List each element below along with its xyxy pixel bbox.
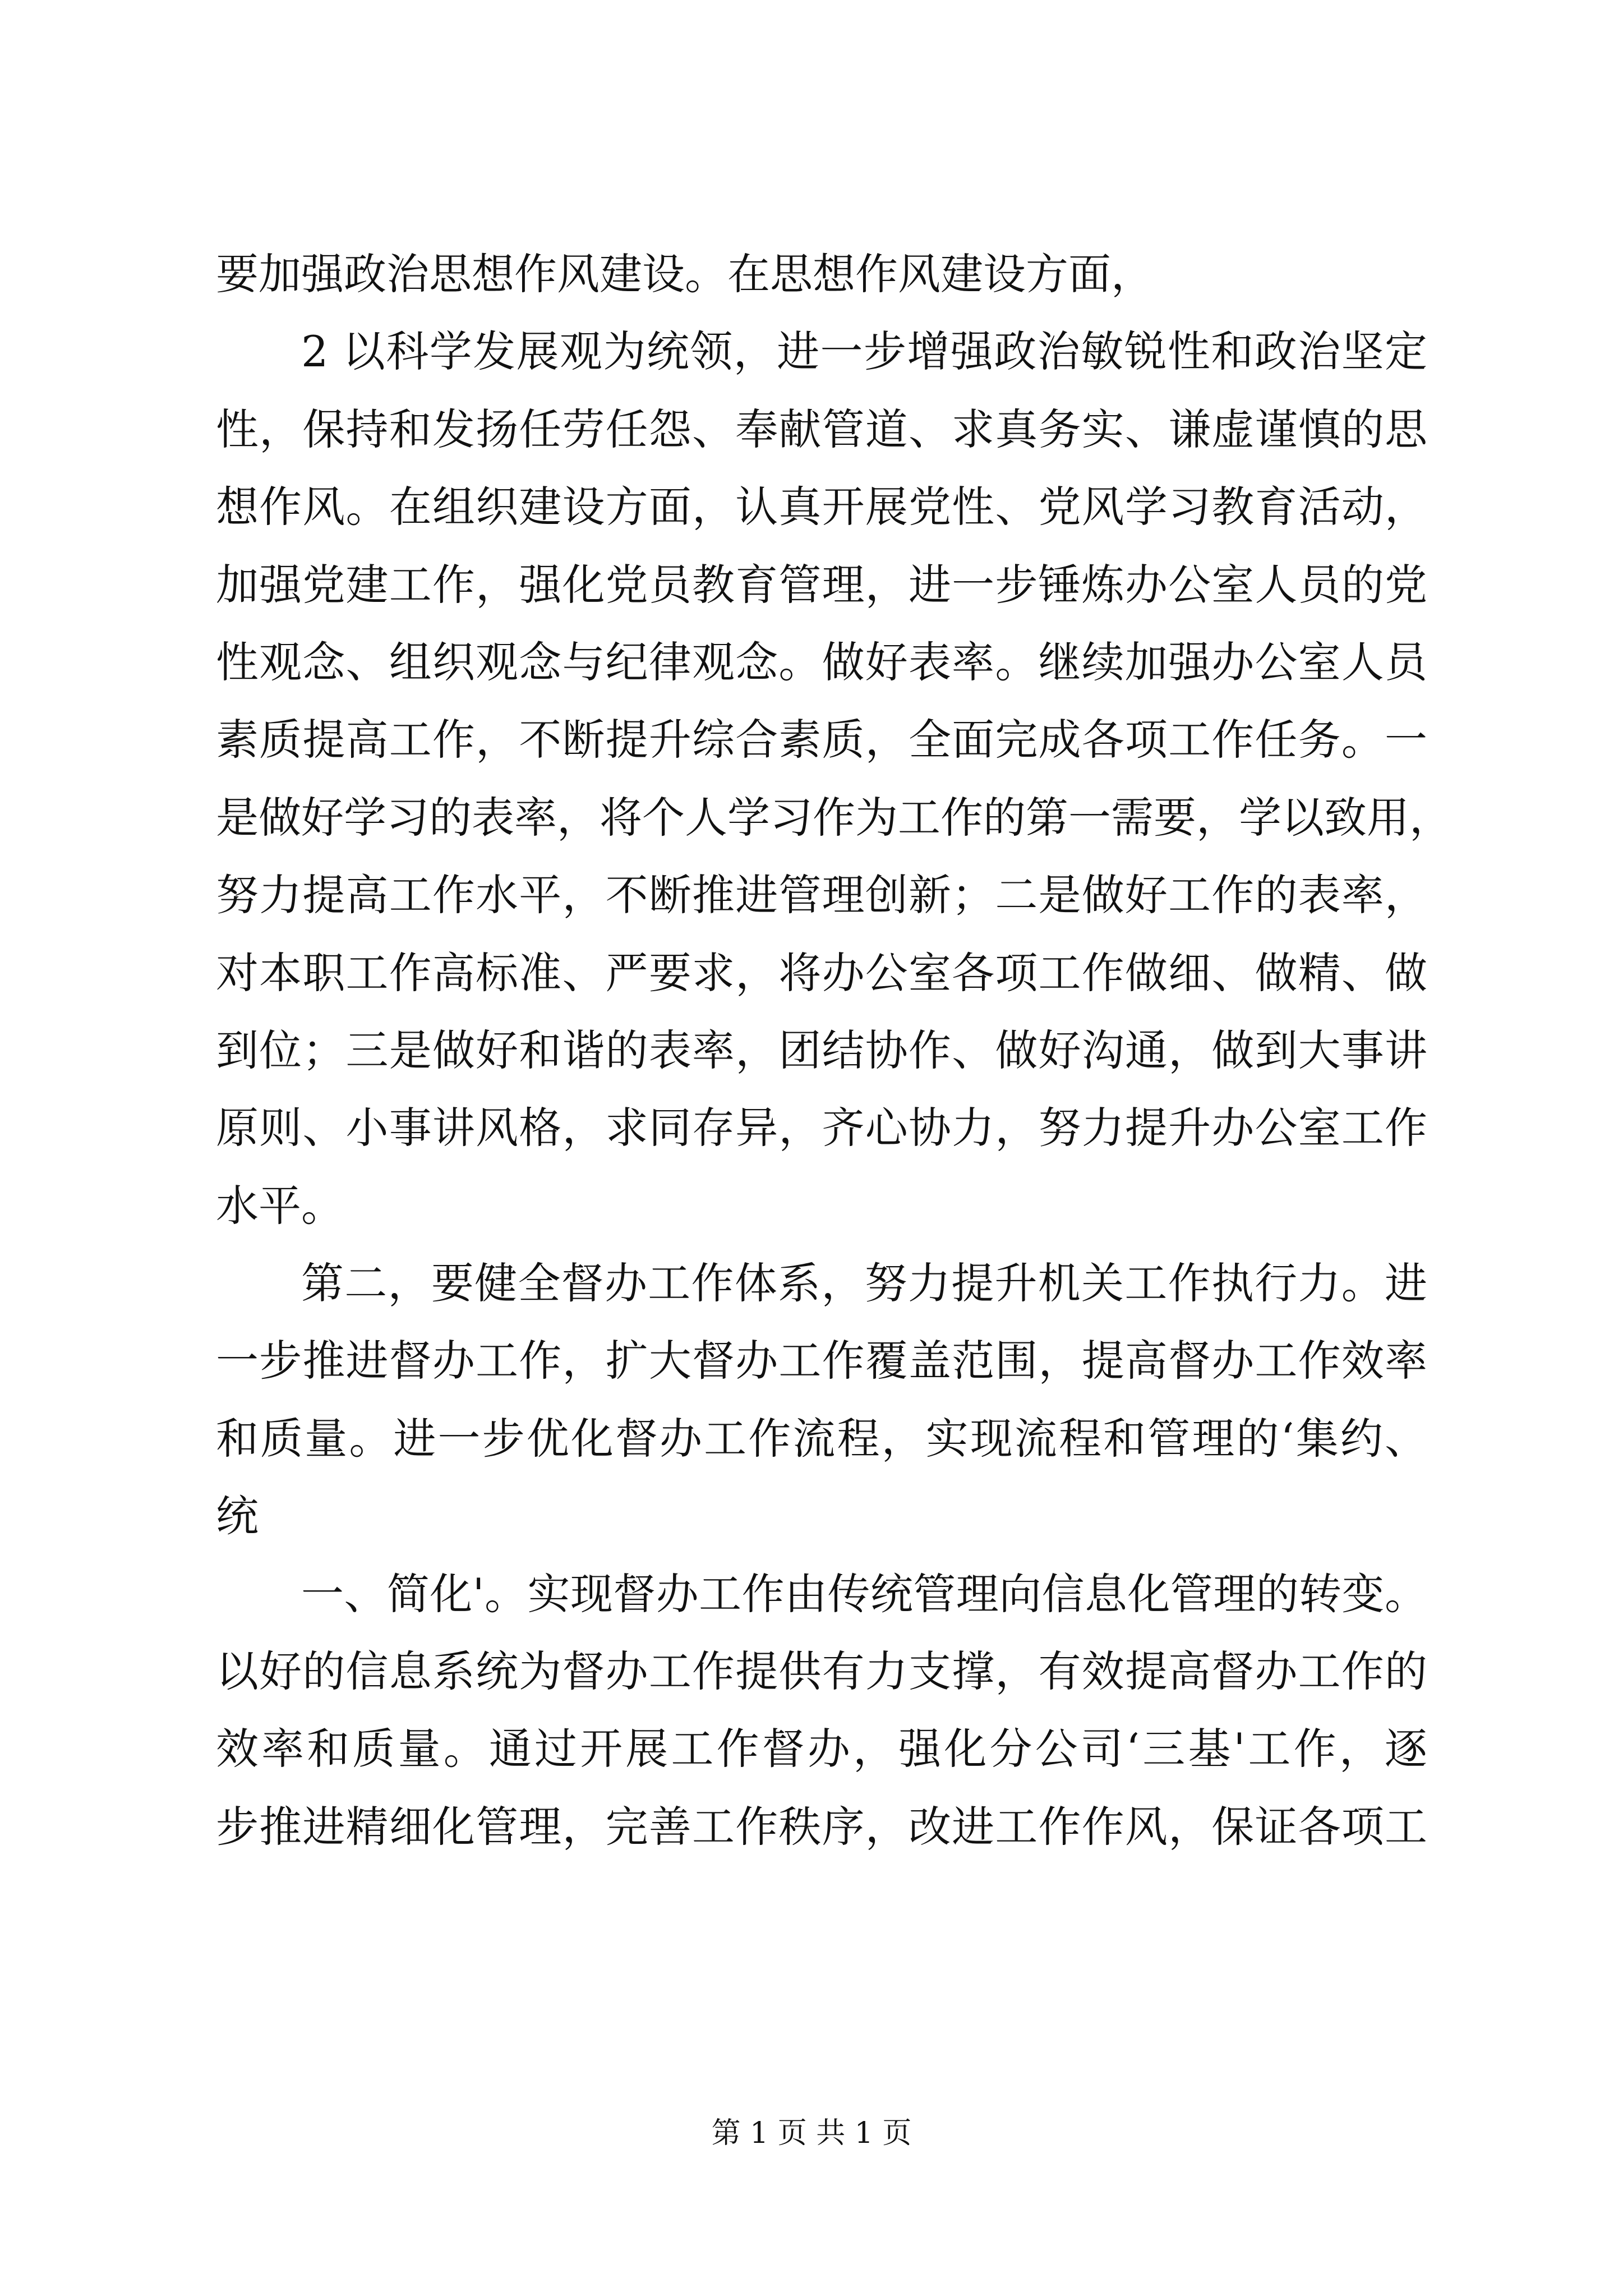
text-line: 效率和质量。通过开展工作督办，强化分公司‘三基'工作，逐 [216,1724,1427,1774]
text-line: 是做好学习的表率，将个人学习作为工作的第一需要，学以致用， [216,792,1452,843]
text-line: 以好的信息系统为督办工作提供有力支撑，有效提高督办工作的 [216,1646,1427,1697]
body-text [216,236,1452,1866]
text-line: 对本职工作高标准、严要求，将办公室各项工作做细、做精、做 [216,947,1427,998]
text-line: 性，保持和发扬任劳任怨、奉献管道、求真务实、谦虚谨慎的思 [216,404,1427,454]
text-line: 一、简化'。实现督办工作由传统管理向信息化管理的转变。 [301,1568,1427,1619]
text-line: 水平。 [216,1180,344,1231]
text-line: 统 [216,1491,259,1542]
text-line: 素质提高工作，不断提升综合素质，全面完成各项工作任务。一 [216,715,1427,765]
text-line: 想作风。在组织建设方面，认真开展党性、党风学习教育活动， [216,482,1427,532]
text-line: 原则、小事讲风格，求同存异，齐心协力，努力提升办公室工作 [216,1103,1427,1153]
text-line: 2 以科学发展观为统领，进一步增强政治敏锐性和政治坚定 [301,326,1427,377]
text-line: 第二，要健全督办工作体系，努力提升机关工作执行力。进 [301,1258,1427,1309]
text-line: 性观念、组织观念与纪律观念。做好表率。继续加强办公室人员 [216,637,1427,687]
page-footer: 第 1 页 共 1 页 [711,2116,912,2150]
text-line: 要加强政治思想作风建设。在思想作风建设方面， [216,249,1154,299]
text-line: 加强党建工作，强化党员教育管理，进一步锤炼办公室人员的党 [216,559,1427,610]
text-line: 努力提高工作水平，不断推进管理创新；二是做好工作的表率， [216,870,1427,921]
text-line: 和质量。进一步优化督办工作流程，实现流程和管理的‘集约、 [216,1413,1427,1464]
text-line: 一步推进督办工作，扩大督办工作覆盖范围，提高督办工作效率 [216,1336,1427,1386]
text-line: 到位；三是做好和谐的表率，团结协作、做好沟通，做到大事讲 [216,1025,1427,1075]
text-line: 步推进精细化管理，完善工作秩序，改进工作作风，保证各项工 [216,1801,1427,1852]
